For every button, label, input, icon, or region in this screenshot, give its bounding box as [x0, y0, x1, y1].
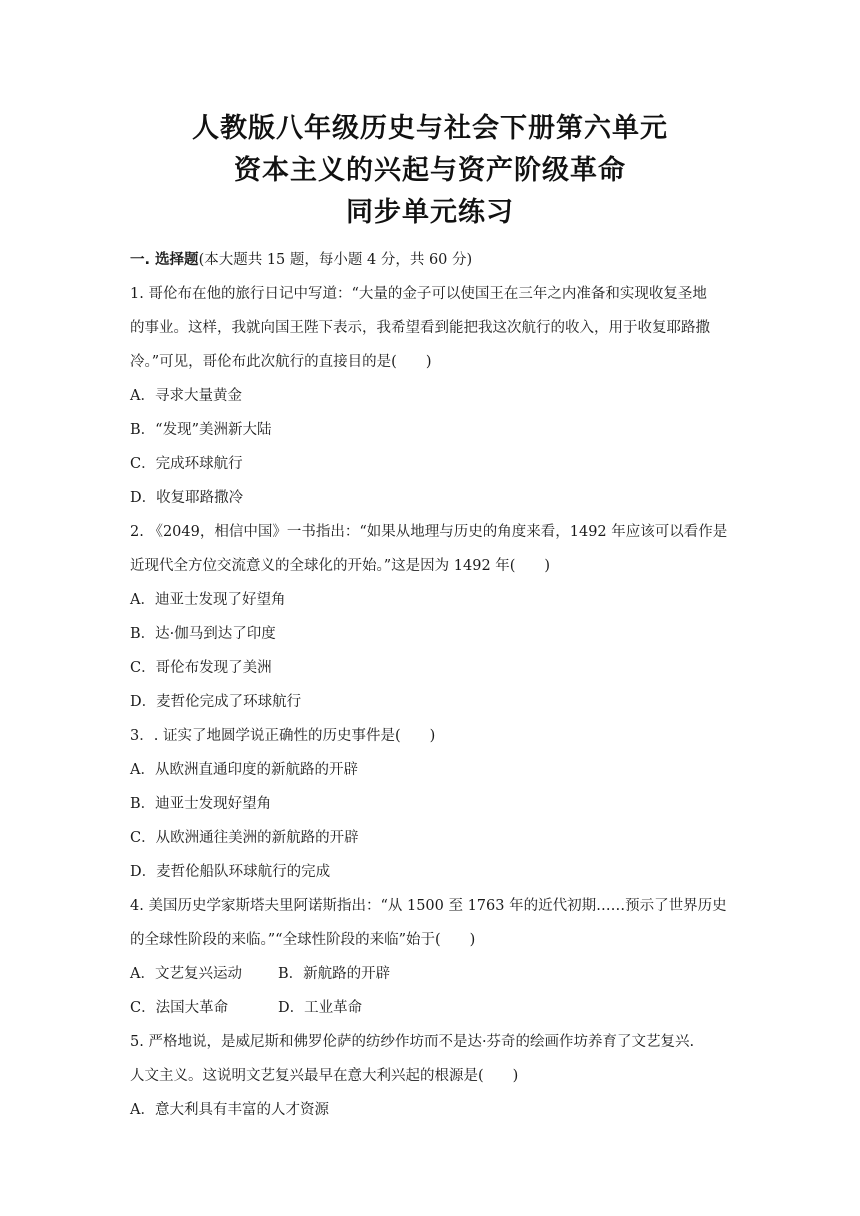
- question-4-option-d: D．工业革命: [278, 1000, 363, 1016]
- question-5-stem-line-2: 人文主义。这说明文艺复兴最早在意大利兴起的根源是( ): [130, 1068, 519, 1084]
- question-3-stem-line-1: 3．. 证实了地圆学说正确性的历史事件是( ): [130, 728, 436, 744]
- question-3-option-b: B．迪亚士发现好望角: [130, 796, 272, 812]
- document-title: [0, 108, 860, 234]
- question-3-option-a: A．从欧洲直通印度的新航路的开辟: [130, 762, 358, 778]
- question-4-options-row-1: [130, 957, 734, 991]
- question-4-option-c: C．法国大革命: [130, 1000, 229, 1016]
- question-1-stem-line-1: 1. 哥伦布在他的旅行日记中写道：“大量的金子可以使国王在三年之内准备和实现收复圣地: [130, 286, 707, 302]
- question-2-option-a: A．迪亚士发现了好望角: [130, 592, 286, 608]
- question-4-option-a: A．文艺复兴运动: [130, 966, 242, 982]
- question-1-option-a: A．寻求大量黄金: [130, 388, 242, 404]
- question-4-stem-line-2: 的全球性阶段的来临。”“全球性阶段的来临”始于( ): [130, 932, 476, 948]
- question-2-stem-line-2: 近现代全方位交流意义的全球化的开始。”这是因为 1492 年( ): [130, 558, 551, 574]
- section-note: (本大题共 15 题，每小题 4 分，共 60 分): [198, 252, 473, 268]
- question-3-option-d: D．麦哲伦船队环球航行的完成: [130, 864, 331, 880]
- question-2-option-d: D．麦哲伦完成了环球航行: [130, 694, 302, 710]
- title-line-2: 资本主义的兴起与资产阶级革命: [234, 155, 626, 186]
- title-line-1: 人教版八年级历史与社会下册第六单元: [192, 113, 668, 144]
- question-5-stem-line-1: 5. 严格地说，是威尼斯和佛罗伦萨的纺纱作坊而不是达·芬奇的绘画作坊养育了文艺复兴.: [130, 1034, 695, 1050]
- question-4-option-b: B．新航路的开辟: [278, 966, 391, 982]
- question-1-stem-line-3: 冷。”可见，哥伦布此次航行的直接目的是( ): [130, 354, 432, 370]
- title-line-3: 同步单元练习: [346, 197, 514, 228]
- question-2-option-c: C．哥伦布发现了美洲: [130, 660, 272, 676]
- question-2-stem-line-1: 2. 《2049，相信中国》一书指出：“如果从地理与历史的角度来看，1492 年应该可以看作是: [130, 524, 728, 540]
- question-4-stem-line-1: 4. 美国历史学家斯塔夫里阿诺斯指出：“从 1500 至 1763 年的近代初期……预示了世界历史: [130, 898, 727, 914]
- question-1-option-b: B．“发现”美洲新大陆: [130, 422, 272, 438]
- question-4: [130, 889, 734, 1025]
- question-2: [130, 515, 734, 719]
- question-4-options-row-2: [130, 991, 734, 1025]
- question-5: [130, 1025, 734, 1127]
- question-5-option-a: A．意大利具有丰富的人才资源: [130, 1102, 329, 1118]
- question-2-option-b: B．达·伽马到达了印度: [130, 626, 276, 642]
- question-1-stem-line-2: 的事业。这样，我就向国王陛下表示，我希望看到能把我这次航行的收入，用于收复耶路撒: [130, 320, 710, 336]
- section-label: 一. 选择题: [130, 252, 199, 268]
- question-1-option-c: C．完成环球航行: [130, 456, 243, 472]
- question-1-option-d: D．收复耶路撒冷: [130, 490, 244, 506]
- question-1: [130, 277, 734, 515]
- section-heading: [130, 243, 734, 277]
- exercise-content: [130, 243, 734, 1127]
- question-3-option-c: C．从欧洲通往美洲的新航路的开辟: [130, 830, 359, 846]
- question-3: [130, 719, 734, 889]
